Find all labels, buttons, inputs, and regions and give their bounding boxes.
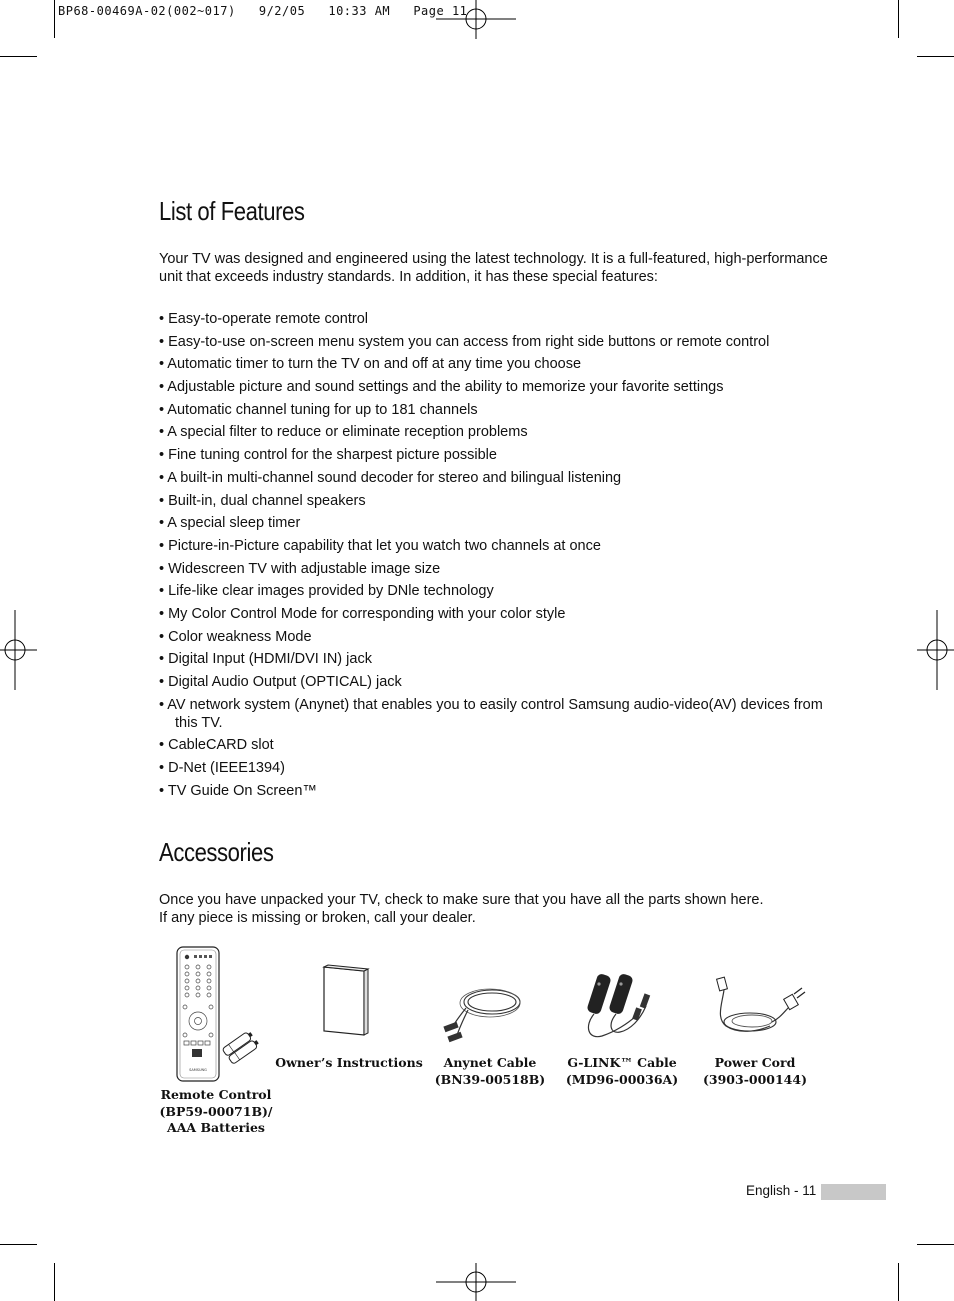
- list-item: • Picture-in-Picture capability that let you watch two channels at once: [159, 537, 601, 554]
- features-list: [159, 310, 839, 804]
- crop-mark-tr-v: [898, 0, 899, 38]
- crop-mark-br-v: [898, 1263, 899, 1301]
- owners-instructions-label: [274, 1055, 424, 1072]
- registration-mark-right-icon: [916, 610, 954, 690]
- remote-control-part: (BP59-00071B)/: [159, 1103, 273, 1119]
- list-item: • A built-in multi-channel sound decoder for stereo and bilingual listening: [159, 469, 622, 486]
- registration-mark-top-icon: [436, 0, 516, 40]
- features-title: List of Features: [159, 196, 305, 226]
- list-item: • D-Net (IEEE1394): [159, 760, 285, 777]
- accessories-title: Accessories: [159, 837, 274, 867]
- list-item: • My Color Control Mode for corresponding with your color style: [159, 605, 566, 622]
- crop-mark-tl-v: [54, 0, 55, 38]
- list-item: • TV Guide On Screen™: [159, 782, 317, 799]
- list-item: • A special sleep timer: [159, 515, 301, 532]
- anynet-cable-part: (BN39-00518B): [434, 1071, 546, 1087]
- anynet-cable-icon: [440, 980, 530, 1048]
- owners-instructions-name: Owner’s Instructions: [275, 1055, 423, 1070]
- footer-bar: [821, 1184, 886, 1200]
- list-item: • AV network system (Anynet) that enables you to easily control Samsung audio-video(AV) devices from this TV.: [159, 696, 823, 731]
- accessories-intro-line1: Once you have unpacked your TV, check to make sure that you have all the parts shown here.: [159, 892, 764, 908]
- list-item: • Fine tuning control for the sharpest picture possible: [159, 447, 497, 464]
- remote-control-icon: [170, 945, 260, 1085]
- list-item: • Widescreen TV with adjustable image size: [159, 560, 441, 577]
- anynet-cable-name: Anynet Cable: [443, 1055, 537, 1070]
- glink-cable-label: [547, 1055, 697, 1088]
- crop-mark-bl-v: [54, 1263, 55, 1301]
- accessories-intro-line2: If any piece is missing or broken, call your dealer.: [159, 910, 476, 926]
- list-item: • A special filter to reduce or eliminate reception problems: [159, 424, 528, 441]
- page-number: English - 11: [746, 1183, 817, 1198]
- list-item: • Built-in, dual channel speakers: [159, 492, 366, 509]
- remote-control-label: [140, 1087, 292, 1137]
- crop-mark-bl-h: [0, 1244, 37, 1245]
- print-slug: BP68-00469A-02(002~017) 9/2/05 10:33 AM Page 11: [58, 4, 468, 18]
- list-item: • Easy-to-operate remote control: [159, 311, 368, 327]
- anynet-cable-label: [415, 1055, 565, 1088]
- remote-control-name: Remote Control: [160, 1087, 272, 1102]
- owners-manual-icon: [318, 963, 374, 1037]
- batteries-name: AAA Batteries: [167, 1120, 265, 1135]
- list-item: • Digital Audio Output (OPTICAL) jack: [159, 674, 402, 690]
- power-cord-label: [680, 1055, 830, 1088]
- glink-cable-icon: [580, 970, 664, 1048]
- registration-mark-bottom-icon: [436, 1262, 516, 1301]
- list-item: • Automatic channel tuning for up to 181 channels: [159, 401, 478, 418]
- glink-cable-part: (MD96-00036A): [565, 1071, 679, 1087]
- power-cord-name: Power Cord: [714, 1055, 796, 1070]
- remote-brand: SAMSUNG: [189, 1068, 207, 1072]
- features-intro: Your TV was designed and engineered using the latest technology. It is a full-featured, high-performance unit that exceeds industry standards. In addition, it has these special features:: [159, 251, 828, 285]
- registration-mark-left-icon: [0, 610, 38, 690]
- glink-cable-name: G-LINK™ Cable: [567, 1055, 677, 1070]
- list-item: • CableCARD slot: [159, 737, 274, 754]
- crop-mark-tl-h: [0, 56, 37, 57]
- list-item: • Easy-to-use on-screen menu system you can access from right side buttons or remote control: [159, 333, 770, 350]
- list-item: • Automatic timer to turn the TV on and off at any time you choose: [159, 356, 582, 373]
- crop-mark-br-h: [917, 1244, 954, 1245]
- power-cord-part: (3903-000144): [703, 1071, 807, 1087]
- list-item: • Color weakness Mode: [159, 628, 312, 645]
- list-item: • Adjustable picture and sound settings and the ability to memorize your favorite settings: [159, 379, 724, 396]
- list-item: • Life-like clear images provided by DNle technology: [159, 583, 494, 600]
- list-item: • Digital Input (HDMI/DVI IN) jack: [159, 651, 372, 668]
- crop-mark-tr-h: [917, 56, 954, 57]
- power-cord-icon: [712, 974, 808, 1040]
